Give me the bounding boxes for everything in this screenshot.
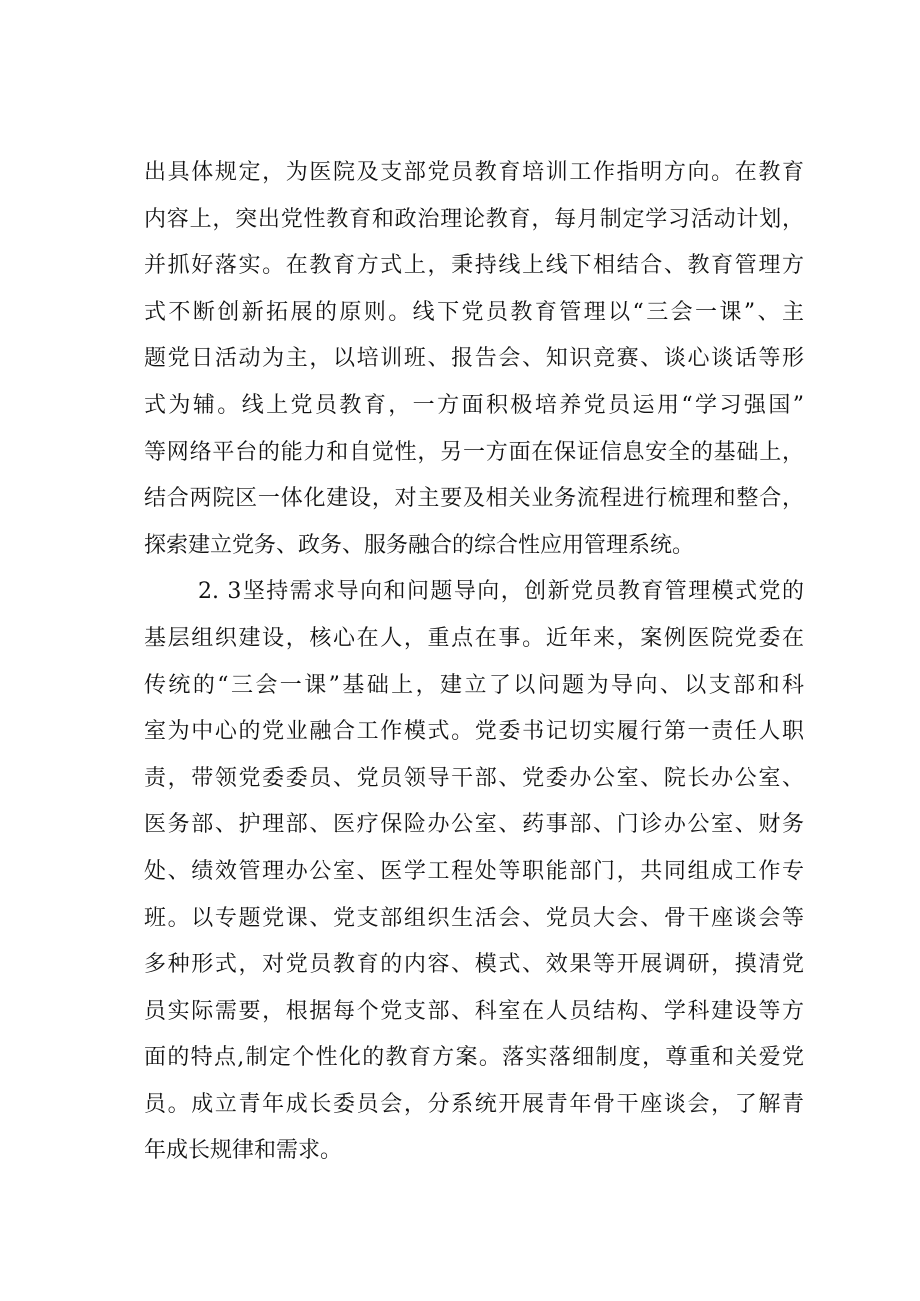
section-heading-line: 2. 3坚持需求导向和问题导向，创新党员教育管理模式党的	[198, 579, 804, 605]
paragraph-line: 室为中心的党业融合工作模式。党委书记切实履行第一责任人职	[144, 719, 804, 745]
paragraph-line: 班。以专题党课、党支部组织生活会、党员大会、骨干座谈会等	[144, 905, 804, 931]
document-body	[144, 150, 804, 1175]
paragraph-line: 结合两院区一体化建设，对主要及相关业务流程进行梳理和整合，	[144, 486, 804, 512]
paragraph-line: 员实际需要，根据每个党支部、科室在人员结构、学科建设等方	[144, 998, 804, 1024]
paragraph-line: 内容上，突出党性教育和政治理论教育，每月制定学习活动计划，	[144, 206, 804, 232]
paragraph-line: 等网络平台的能力和自觉性，另一方面在保证信息安全的基础上，	[144, 439, 804, 465]
paragraph-line: 并抓好落实。在教育方式上，秉持线上线下相结合、教育管理方	[144, 253, 804, 279]
paragraph-1	[144, 150, 804, 569]
paragraph-line: 责，带领党委委员、党员领导干部、党委办公室、院长办公室、	[144, 765, 804, 791]
paragraph-line: 式为辅。线上党员教育，一方面积极培养党员运用“学习强国”	[144, 392, 804, 418]
paragraph-line: 出具体规定，为医院及支部党员教育培训工作指明方向。在教育	[144, 160, 804, 185]
paragraph-line: 探索建立党务、政务、服务融合的综合性应用管理系统。	[144, 532, 695, 558]
paragraph-line: 多种形式，对党员教育的内容、模式、效果等开展调研，摸清党	[144, 952, 804, 978]
paragraph-line: 式不断创新拓展的原则。线下党员教育管理以“三会一课”、主	[144, 299, 804, 325]
paragraph-line: 传统的“三会一课”基础上，建立了以问题为导向、以支部和科	[144, 672, 804, 698]
paragraph-line: 处、绩效管理办公室、医学工程处等职能部门，共同组成工作专	[144, 858, 804, 884]
paragraph-line: 员。成立青年成长委员会，分系统开展青年骨干座谈会，了解青	[144, 1091, 804, 1117]
paragraph-line: 面的特点,制定个性化的教育方案。落实落细制度，尊重和关爱党	[144, 1045, 804, 1071]
paragraph-line: 年成长规律和需求。	[144, 1138, 343, 1164]
paragraph-line: 基层组织建设，核心在人，重点在事。近年来，案例医院党委在	[144, 625, 804, 651]
paragraph-line: 医务部、护理部、医疗保险办公室、药事部、门诊办公室、财务	[144, 812, 804, 838]
paragraph-line: 题党日活动为主，以培训班、报告会、知识竞赛、谈心谈话等形	[144, 346, 804, 372]
paragraph-2	[144, 569, 804, 1175]
